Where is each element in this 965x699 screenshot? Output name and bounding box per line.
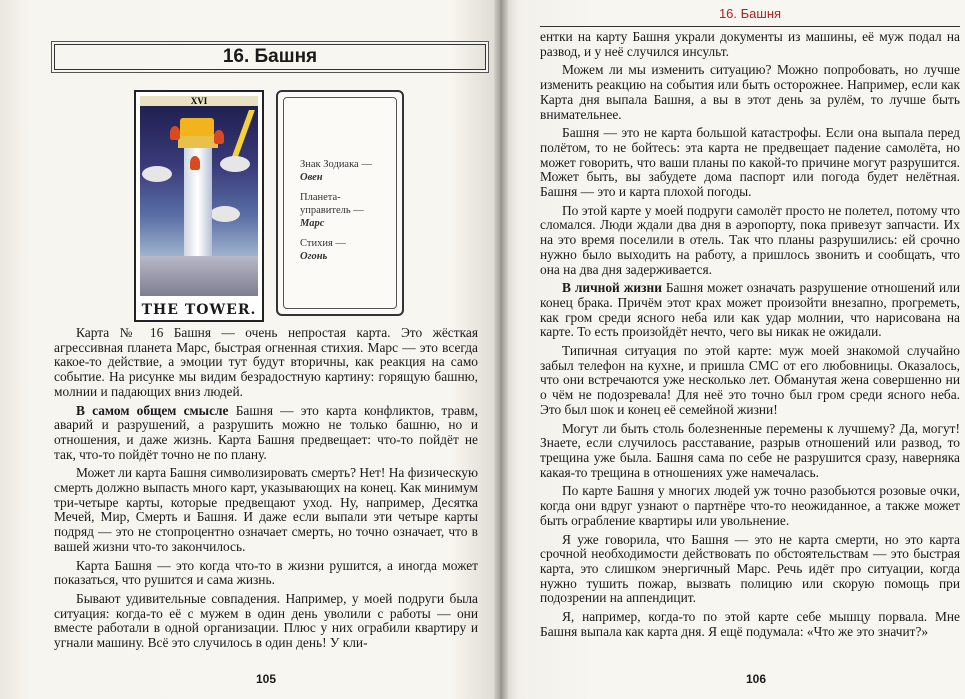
paragraph: Я уже говорила, что Башня — это не карта смерти, но это карта срочной необходимости действовать по обстоятельствам — это быстрая карта, это слишком энергичный Марс. Речь идёт про ситуации, когда нужно тушить пожар, вызвать полицию или скорую помощь при подозрении на аппендицит. (540, 531, 960, 606)
chapter-title: 16. Башня (54, 44, 486, 70)
cloud-icon (220, 156, 250, 172)
paragraph: Карта Башня — это когда что-то в жизни рушится, а иногда может показаться, что рушится и сама жизнь. (54, 557, 478, 588)
page-number: 105 (256, 672, 277, 686)
zodiac-value: Овен (300, 172, 323, 183)
planet-label-2: управитель — (300, 205, 364, 216)
planet-label-1: Планета- (300, 192, 341, 203)
flame-icon (214, 130, 224, 144)
planet-value: Марс (300, 218, 325, 229)
running-header: 16. Башня (540, 6, 960, 27)
paragraph: Бывают удивительные совпадения. Например, у моей подруги была ситуация: когда-то её с мужем в один день уволили с работы — они вместе работали в одной организации. Плюс у них ограбили квартиру и угнали машину. Всё это случилось в один день! У кли- (54, 590, 478, 651)
card-info-box (276, 90, 404, 316)
paragraph: Карта № 16 Башня — очень непростая карта. Это жёсткая агрессивная планета Марс, быстрая огненная стихия. Марс — это всегда какое-то действие, а эмоции тут будут вторичны, как реакция на само событие. На рисунке мы видим безрадостную картину: горящую башню, молнии и падающих вниз людей. (54, 325, 478, 399)
paragraph: Можем ли мы изменить ситуацию? Можно попробовать, но лучше изменить реакцию на события или быть осторожнее. Например, если как Карта дня выпала Башня, а вы в этот день за рулём, то лучше быть внимательнее. (540, 62, 960, 122)
cloud-icon (142, 166, 172, 182)
flame-icon (190, 156, 200, 170)
card-info-text (300, 158, 372, 270)
paragraph: ентки на карту Башня украли документы из машины, её муж подал на развод, и у неё случился инсульт. (540, 29, 960, 59)
paragraph: По карте Башня у многих людей уж точно разобьются розовые очки, когда они вдруг узнают о партнёре что-то неожиданное, а также может быть ограбление квартиры или увольнение. (540, 483, 960, 528)
paragraph-rest: Башня — это карта конфликтов, травм, аварий и разрушений, а разрушить можно не только башню, но и отношения, и даже жизнь. Карта Башня предвещает: что-то пойдёт не так, что-то пойдёт точно не по плану. (54, 402, 479, 462)
paragraph (540, 281, 960, 340)
element-label: Стихия — (300, 238, 346, 249)
left-body-text (54, 326, 478, 655)
paragraph: Типичная ситуация по этой карте: муж моей знакомой случайно забыл телефон на кухне, и пришла СМС от его любовницы. Оказалось, что они встречаются уже несколько лет. Обманутая жена совершенно ни о чём не подозревала! Для неё это точно был гром среди ясного неба. Это был шок и конец её семейной жизни! (540, 343, 960, 417)
paragraph: Я, например, когда-то по этой карте себе мышцу порвала. Мне Башня выпала как карта дня. Я ещё подумала: «Что же это значит?» (540, 609, 960, 639)
tower-top-shape (178, 134, 218, 148)
paragraph: Башня — это не карта большой катастрофы. Если она выпала перед полётом, то не бойтесь: эта карта не предвещает падение самолёта, но может говорить, что ваши планы по какой-то причине могут разрушится. Может быть, вы забудете дома паспорт или погода будет нелётная. Башня — это и карта плохой погоды. (540, 125, 960, 200)
cloud-icon (210, 206, 240, 222)
right-body-text (540, 30, 960, 643)
paragraph-lead: В личной жизни (562, 280, 662, 296)
flame-icon (170, 126, 180, 140)
book-gutter (494, 0, 508, 699)
element-value: Огонь (300, 251, 328, 262)
card-numeral: XVI (140, 96, 258, 106)
zodiac-label: Знак Зодиака — (300, 159, 372, 170)
tower-card-illustration (134, 90, 264, 322)
page-number: 106 (746, 672, 767, 686)
rocks-shape (140, 256, 258, 296)
paragraph (54, 404, 478, 463)
paragraph-rest: Башня может означать разрушение отношений или конец брака. Причём этот крах может произойти внезапно, прогреметь, как гром среди ясного неба или как удар молнии, что нарисована на карте. То есть произойдёт нечто, чего вы никак не ожидали. (540, 280, 960, 340)
paragraph: По этой карте у моей подруги самолёт просто не полетел, потому что сломался. Люди ждали два дня в аэропорту, пока привезут запчасти. Их на это время поселили в отель. Так что планы разрушились: ей срочно нужно было выходить на работу, а пришлось звонить и сообщать, что она на два дня задерживается. (540, 202, 960, 277)
paragraph: Могут ли быть столь болезненные перемены к лучшему? Да, могут! Знаете, если случилось расставание, разрыв отношений или развод, то трещина уже была. Башня сама по себе не разрушится сразу, наверняка какая-то трещина в отношениях уже намечалась. (540, 420, 960, 480)
paragraph-lead: В самом общем смысле (76, 402, 229, 418)
paragraph: Может ли карта Башня символизировать смерть? Нет! На физическую смерть должно выпасть много карт, указывающих на конец. Как минимум три-четыре карты, которые предвещают уход. Ну, например, Десятка Мечей, Мир, Смерть и Башня. И даже если выпали эти четыре карты подряд — это не стопроцентно означает смерть, но точно означает, что в вашей жизни что-то закончилось. (54, 465, 478, 554)
crown-icon (180, 118, 214, 136)
card-artwork (140, 96, 258, 296)
card-title: THE TOWER. (141, 302, 257, 318)
